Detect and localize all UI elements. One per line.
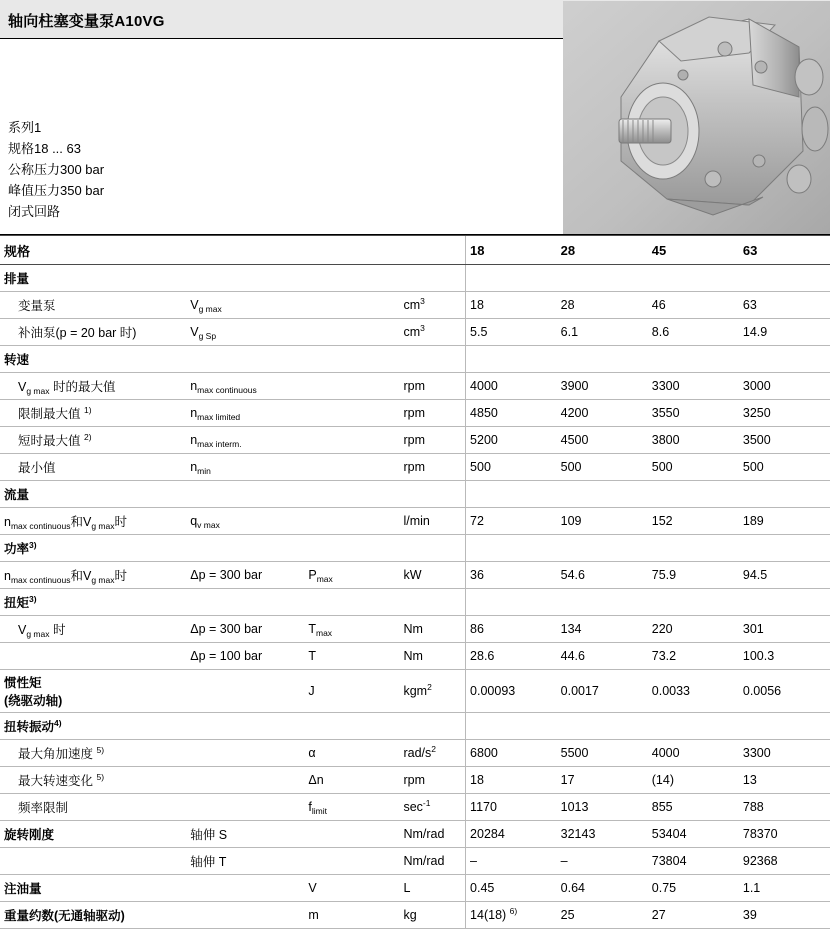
row-label: 补油泵(p = 20 bar 时): [0, 319, 186, 346]
row-unit: rpm: [399, 767, 465, 794]
row-unit: rad/$s^2$: [399, 740, 465, 767]
row-value-18: –: [466, 848, 557, 875]
row-value-63: 189: [739, 508, 830, 535]
row-value-63: 13: [739, 767, 830, 794]
row-label: 旋转刚度: [0, 821, 186, 848]
group-spacer-3: [399, 589, 465, 616]
pump-photo: [563, 1, 830, 234]
row-value-63: 100.3: [739, 643, 830, 670]
row-symbol: $V_{g Sp}$: [186, 319, 304, 346]
row-label: [0, 643, 186, 670]
header-size-28: 28: [557, 236, 648, 265]
row-value-18: 20284: [466, 821, 557, 848]
row-symbol-secondary: T: [304, 643, 399, 670]
table-header-row: [0, 236, 830, 265]
table-row: [0, 508, 830, 535]
row-value-45: 855: [648, 794, 739, 821]
table-row: [0, 767, 830, 794]
row-symbol: Δp = 100 bar: [186, 643, 304, 670]
table-row: [0, 794, 830, 821]
header-size-63: 63: [739, 236, 830, 265]
row-label: 最大角加速度 $^{5)}$: [0, 740, 186, 767]
group-label: 转速: [0, 346, 186, 373]
group-label: 扭转振动$^{4)}$: [0, 713, 186, 740]
row-value-28: 17: [557, 767, 648, 794]
intro-line-3: 峰值压力350 bar: [8, 183, 105, 198]
row-label: 短时最大值 $^{2)}$: [0, 427, 186, 454]
row-unit: rpm: [399, 373, 465, 400]
row-symbol: Δp = 300 bar: [186, 616, 304, 643]
table-row: [0, 821, 830, 848]
row-symbol: $q_{v max}$: [186, 508, 304, 535]
table-row: [0, 319, 830, 346]
table-group-row: [0, 713, 830, 740]
group-label: 功率$^{3)}$: [0, 535, 186, 562]
row-label: $n_{max continuous}$和$V_{g max}$时: [0, 508, 186, 535]
group-value-cell: [466, 713, 557, 740]
row-value-63: 39: [739, 902, 830, 929]
row-value-63: 63: [739, 292, 830, 319]
row-symbol: 轴伸 S: [186, 821, 304, 848]
row-value-63: 78370: [739, 821, 830, 848]
table-row: [0, 670, 830, 713]
group-spacer-3: [399, 713, 465, 740]
row-symbol-secondary: [304, 821, 399, 848]
row-value-63: 14.9: [739, 319, 830, 346]
table-row: [0, 616, 830, 643]
row-value-63: 3000: [739, 373, 830, 400]
row-value-45: 220: [648, 616, 739, 643]
row-value-18: 4850: [466, 400, 557, 427]
row-value-63: 1.1: [739, 875, 830, 902]
row-value-63: 788: [739, 794, 830, 821]
row-value-45: 73.2: [648, 643, 739, 670]
row-value-28: 500: [557, 454, 648, 481]
row-label: 频率限制: [0, 794, 186, 821]
row-value-18: 6800: [466, 740, 557, 767]
row-symbol: $n_{max limited}$: [186, 400, 304, 427]
row-value-28: 1013: [557, 794, 648, 821]
row-symbol-secondary: V: [304, 875, 399, 902]
row-value-45: 53404: [648, 821, 739, 848]
row-label: 限制最大值 $^{1)}$: [0, 400, 186, 427]
row-symbol-secondary: $T_{max}$: [304, 616, 399, 643]
row-value-63: 0.0056: [739, 670, 830, 713]
group-value-cell: [648, 589, 739, 616]
row-label: [0, 848, 186, 875]
row-symbol: $V_{g max}$: [186, 292, 304, 319]
table-row: [0, 875, 830, 902]
row-label: 最小值: [0, 454, 186, 481]
row-unit: Nm: [399, 643, 465, 670]
row-symbol: $n_{max interm.}$: [186, 427, 304, 454]
row-value-18: 72: [466, 508, 557, 535]
table-row: [0, 740, 830, 767]
row-symbol-secondary: Δn: [304, 767, 399, 794]
group-value-cell: [648, 346, 739, 373]
table-row: [0, 427, 830, 454]
row-value-28: 0.64: [557, 875, 648, 902]
row-symbol-secondary: α: [304, 740, 399, 767]
row-unit: Nm/rad: [399, 848, 465, 875]
row-value-45: 0.0033: [648, 670, 739, 713]
row-value-63: 3250: [739, 400, 830, 427]
row-value-63: 3300: [739, 740, 830, 767]
row-symbol-secondary: m: [304, 902, 399, 929]
page-title: 轴向柱塞变量泵A10VG: [8, 13, 165, 30]
row-value-18: 18: [466, 292, 557, 319]
row-symbol: [186, 740, 304, 767]
row-symbol-secondary: [304, 292, 399, 319]
row-value-63: 3500: [739, 427, 830, 454]
table-row: [0, 373, 830, 400]
row-value-18: 28.6: [466, 643, 557, 670]
group-spacer-3: [399, 481, 465, 508]
group-value-cell: [648, 481, 739, 508]
header-spacer-3: [399, 236, 465, 265]
row-value-45: 3300: [648, 373, 739, 400]
row-value-18: 18: [466, 767, 557, 794]
row-unit: $cm^3$: [399, 319, 465, 346]
row-symbol-secondary: $P_{max}$: [304, 562, 399, 589]
group-spacer-2: [304, 535, 399, 562]
row-unit: L: [399, 875, 465, 902]
row-unit: kgm$^2$: [399, 670, 465, 713]
row-label: 最大转速变化 $^{5)}$: [0, 767, 186, 794]
group-spacer-1: [186, 481, 304, 508]
row-value-28: 25: [557, 902, 648, 929]
row-value-28: –: [557, 848, 648, 875]
row-value-45: 3800: [648, 427, 739, 454]
row-symbol-secondary: [304, 400, 399, 427]
group-spacer-2: [304, 265, 399, 292]
row-symbol-secondary: [304, 508, 399, 535]
row-label: 惯性矩 (绕驱动轴): [0, 670, 186, 713]
row-unit: l/min: [399, 508, 465, 535]
row-symbol: [186, 794, 304, 821]
table-group-row: [0, 589, 830, 616]
row-value-28: 134: [557, 616, 648, 643]
group-spacer-2: [304, 713, 399, 740]
group-value-cell: [739, 265, 830, 292]
row-label: $V_{g max}$ 时的最大值: [0, 373, 186, 400]
row-value-45: 3550: [648, 400, 739, 427]
row-value-45: 0.75: [648, 875, 739, 902]
row-symbol: [186, 875, 304, 902]
group-value-cell: [739, 535, 830, 562]
row-value-28: 4500: [557, 427, 648, 454]
table-row: [0, 454, 830, 481]
group-value-cell: [466, 265, 557, 292]
group-spacer-1: [186, 535, 304, 562]
group-value-cell: [466, 346, 557, 373]
row-label: 注油量: [0, 875, 186, 902]
table-group-row: [0, 481, 830, 508]
row-unit: Nm: [399, 616, 465, 643]
group-spacer-2: [304, 481, 399, 508]
group-value-cell: [648, 265, 739, 292]
row-symbol: Δp = 300 bar: [186, 562, 304, 589]
row-symbol-secondary: [304, 454, 399, 481]
row-symbol: [186, 767, 304, 794]
group-value-cell: [557, 265, 648, 292]
row-value-18: 0.45: [466, 875, 557, 902]
row-value-63: 301: [739, 616, 830, 643]
row-value-18: 5.5: [466, 319, 557, 346]
row-value-63: 92368: [739, 848, 830, 875]
row-value-28: 5500: [557, 740, 648, 767]
group-value-cell: [739, 481, 830, 508]
row-value-63: 94.5: [739, 562, 830, 589]
row-unit: rpm: [399, 427, 465, 454]
group-value-cell: [648, 713, 739, 740]
row-value-18: 86: [466, 616, 557, 643]
row-unit: $\sec^{-1}$: [399, 794, 465, 821]
specification-table: [0, 235, 830, 929]
row-value-45: (14): [648, 767, 739, 794]
row-label: $n_{max continuous}$和$V_{g max}$时: [0, 562, 186, 589]
row-value-63: 500: [739, 454, 830, 481]
table-row: [0, 902, 830, 929]
intro-area: [0, 39, 830, 235]
group-value-cell: [466, 535, 557, 562]
row-symbol: 轴伸 T: [186, 848, 304, 875]
row-value-45: 152: [648, 508, 739, 535]
group-value-cell: [739, 589, 830, 616]
row-value-18: 1170: [466, 794, 557, 821]
group-label: 流量: [0, 481, 186, 508]
intro-line-1: 规格18 ... 63: [8, 141, 81, 156]
row-value-28: 28: [557, 292, 648, 319]
row-label: 变量泵: [0, 292, 186, 319]
table-row: [0, 848, 830, 875]
row-unit: rpm: [399, 454, 465, 481]
row-value-28: 4200: [557, 400, 648, 427]
row-value-28: 3900: [557, 373, 648, 400]
group-value-cell: [739, 713, 830, 740]
row-label: 重量约数(无通轴驱动): [0, 902, 186, 929]
group-value-cell: [648, 535, 739, 562]
row-symbol-secondary: [304, 427, 399, 454]
row-value-18: 36: [466, 562, 557, 589]
row-unit: kg: [399, 902, 465, 929]
table-row: [0, 562, 830, 589]
group-spacer-1: [186, 589, 304, 616]
row-symbol-secondary: J: [304, 670, 399, 713]
group-spacer-1: [186, 265, 304, 292]
row-value-45: 4000: [648, 740, 739, 767]
row-value-28: 32143: [557, 821, 648, 848]
row-symbol: [186, 670, 304, 713]
row-value-28: 44.6: [557, 643, 648, 670]
row-unit: $cm^3$: [399, 292, 465, 319]
header-size-18: 18: [466, 236, 557, 265]
row-value-28: 0.0017: [557, 670, 648, 713]
header-spacer-2: [304, 236, 399, 265]
specification-table-body: [0, 236, 830, 929]
row-symbol: [186, 902, 304, 929]
table-group-row: [0, 346, 830, 373]
row-value-28: 6.1: [557, 319, 648, 346]
row-symbol-secondary: [304, 848, 399, 875]
group-value-cell: [557, 481, 648, 508]
intro-line-2: 公称压力300 bar: [8, 162, 105, 177]
group-spacer-1: [186, 713, 304, 740]
row-value-18: 5200: [466, 427, 557, 454]
row-value-28: 109: [557, 508, 648, 535]
row-label: $V_{g max}$ 时: [0, 616, 186, 643]
group-value-cell: [557, 535, 648, 562]
group-spacer-2: [304, 589, 399, 616]
header-label-size: 规格: [0, 236, 186, 265]
row-value-18: 4000: [466, 373, 557, 400]
row-value-45: 8.6: [648, 319, 739, 346]
row-value-18: 14(18) $^{6)}$: [466, 902, 557, 929]
group-value-cell: [466, 589, 557, 616]
group-value-cell: [466, 481, 557, 508]
row-value-45: 46: [648, 292, 739, 319]
row-symbol-secondary: [304, 319, 399, 346]
group-spacer-2: [304, 346, 399, 373]
group-label: 扭矩$^{3)}$: [0, 589, 186, 616]
row-value-45: 73804: [648, 848, 739, 875]
table-row: [0, 643, 830, 670]
header-size-45: 45: [648, 236, 739, 265]
table-row: [0, 292, 830, 319]
row-unit: kW: [399, 562, 465, 589]
group-value-cell: [557, 346, 648, 373]
row-symbol: $n_{max continuous}$: [186, 373, 304, 400]
table-row: [0, 400, 830, 427]
row-value-45: 500: [648, 454, 739, 481]
intro-spec-list: [8, 117, 104, 222]
intro-line-4: 闭式回路: [8, 204, 61, 219]
group-spacer-1: [186, 346, 304, 373]
row-symbol-secondary: [304, 373, 399, 400]
group-label: 排量: [0, 265, 186, 292]
row-unit: Nm/rad: [399, 821, 465, 848]
row-value-45: 75.9: [648, 562, 739, 589]
row-value-18: 500: [466, 454, 557, 481]
row-unit: rpm: [399, 400, 465, 427]
group-spacer-3: [399, 265, 465, 292]
group-spacer-3: [399, 346, 465, 373]
row-symbol: $n_{min}$: [186, 454, 304, 481]
group-spacer-3: [399, 535, 465, 562]
table-group-row: [0, 535, 830, 562]
group-value-cell: [557, 589, 648, 616]
row-value-18: 0.00093: [466, 670, 557, 713]
table-group-row: [0, 265, 830, 292]
group-value-cell: [739, 346, 830, 373]
row-value-45: 27: [648, 902, 739, 929]
header-spacer-1: [186, 236, 304, 265]
group-value-cell: [557, 713, 648, 740]
intro-line-0: 系列1: [8, 120, 42, 135]
row-value-28: 54.6: [557, 562, 648, 589]
row-symbol-secondary: $f_{limit}$: [304, 794, 399, 821]
